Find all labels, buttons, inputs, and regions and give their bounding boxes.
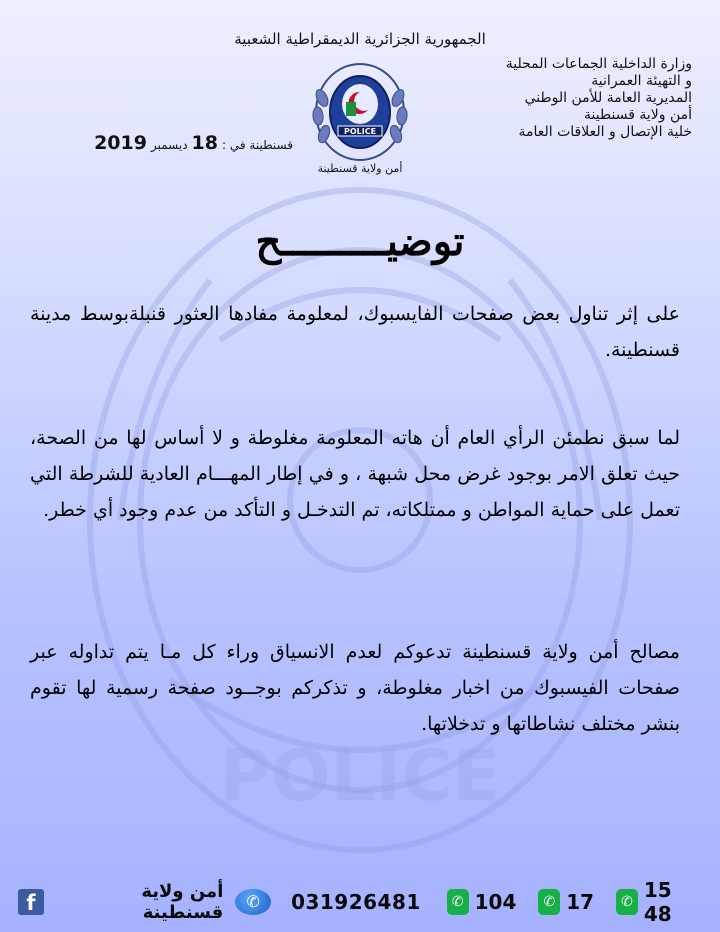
svg-text:POLICE: POLICE: [219, 735, 501, 817]
contact-footer: [14, 878, 706, 926]
date-prefix: قسنطينة في :: [222, 138, 293, 152]
fixed-phone-number[interactable]: 031926481: [291, 890, 421, 914]
ministry-line: وزارة الداخلية الجماعات المحلية: [505, 56, 692, 72]
paragraph-2: لما سبق نطمئن الرأي العام أن هاته المعلومة مغلوطة و لا أساس لها من الصحة، حيث تعلق الامر بوجود غرض محل شبهة ، و في إطار المهـــام العادية للشرطة التي تعمل على حماية المواطن و ممتلكاته، تم التدخـل و التأكد من عدم وجود أي خطر.: [30, 427, 680, 521]
hotline-number[interactable]: 104: [474, 890, 517, 914]
date-month: ديسمبر: [150, 138, 188, 152]
emblem-band-text: POLICE: [343, 127, 377, 136]
document-title: توضيـــــــــح: [255, 218, 465, 265]
hotline-number[interactable]: 17: [566, 890, 595, 914]
paragraph-3: مصالح أمن ولاية قسنطينة تدعوكم لعدم الانسياق وراء كل مـا يتم تداوله عبر صفحات الفيسبوك من اخبار مغلوطة، و تذكركم بوجــود صفحة رسمية لها تقوم بنشر مختلف نشاطاتها و تدخلاتها.: [30, 641, 680, 735]
facebook-page-name[interactable]: أمن ولاية قسنطينة: [141, 881, 224, 923]
republic-heading: الجمهورية الجزائرية الديمقراطية الشعبية: [234, 30, 486, 48]
ministry-block: [432, 56, 692, 141]
phone-icon: ✆: [538, 889, 560, 915]
hotline-number[interactable]: 15 48: [643, 878, 672, 926]
date-day: 18: [191, 132, 218, 154]
ministry-line: خلية الإتصال و العلاقات العامة: [518, 124, 692, 140]
date-year: 2019: [94, 132, 147, 154]
ministry-line: المديرية العامة للأمن الوطني: [524, 90, 692, 106]
police-emblem-logo: [310, 58, 410, 164]
phone-icon: ✆: [447, 889, 469, 915]
paragraph-1: على إثر تناول بعض صفحات الفايسبوك، لمعلومة مفادها العثور قنبلةبوسط مدينة قسنطينة.: [30, 303, 680, 361]
date-line: [48, 132, 293, 154]
ministry-line: أمن ولاية قسنطينة: [584, 107, 692, 123]
emblem-caption: أمن ولاية قسنطينة: [317, 162, 403, 175]
ministry-line: و التهيئة العمرانية: [591, 73, 692, 89]
facebook-icon[interactable]: f: [18, 889, 44, 915]
telephone-icon: ✆: [235, 889, 271, 915]
phone-icon: ✆: [616, 889, 638, 915]
